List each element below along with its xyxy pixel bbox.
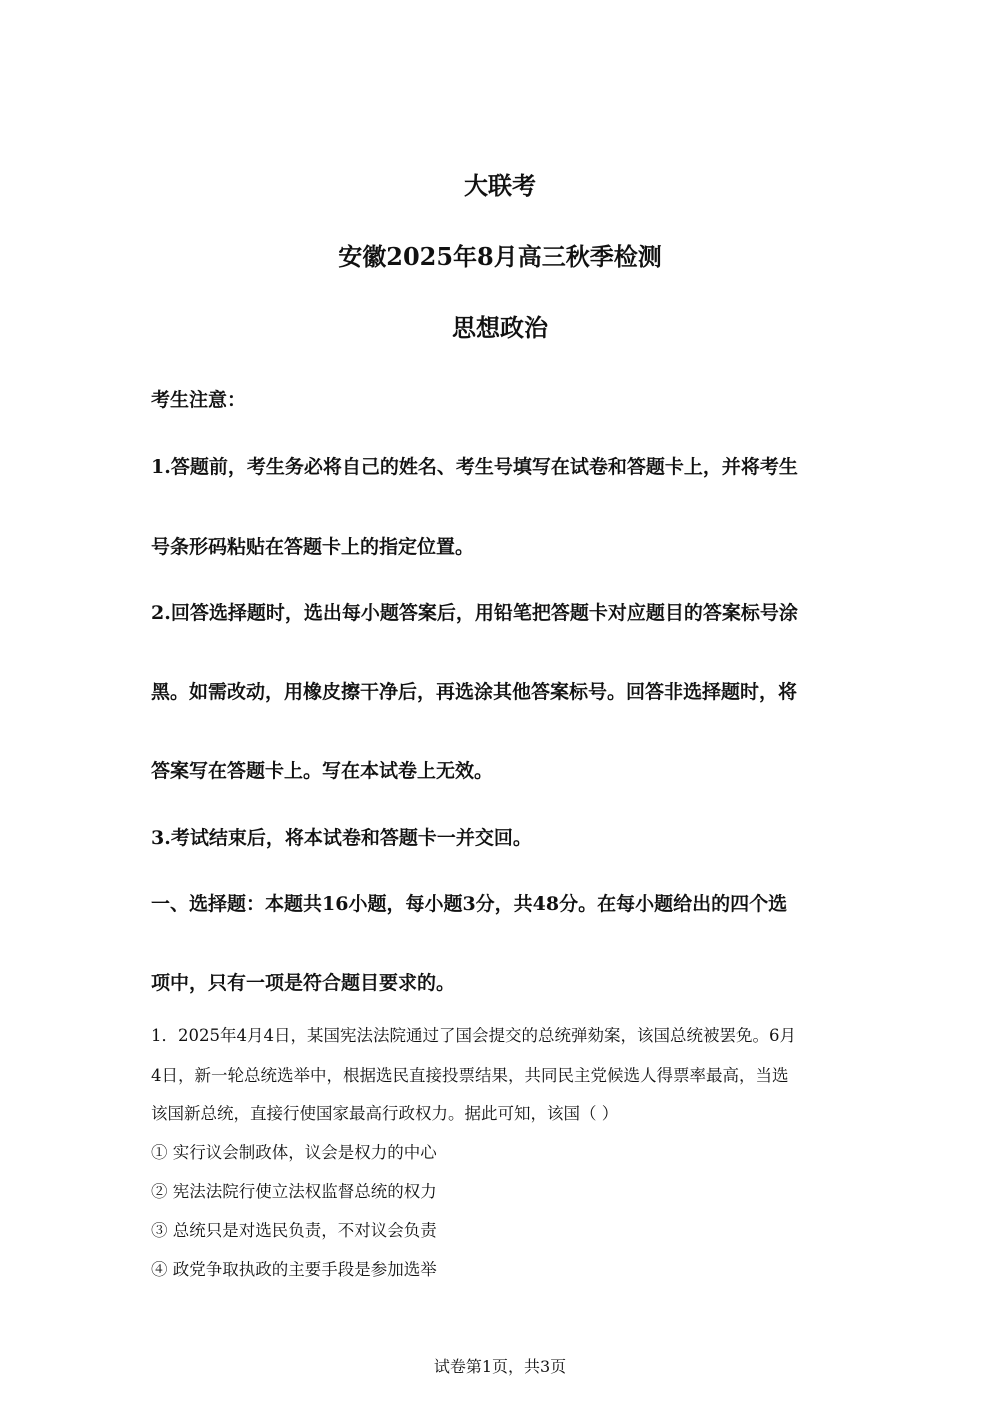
notice-line: 答案写在答题卡上。写在本试卷上无效。 xyxy=(151,760,494,782)
exam-name-title: 安徽2025年8月高三秋季检测 xyxy=(338,242,662,271)
question-stem-line: 1．2025年4月4日，某国宪法法院通过了国会提交的总统弹劾案，该国总统被罢免。6月 xyxy=(151,1026,796,1045)
notice-line: 1.答题前，考生务必将自己的姓名、考生号填写在试卷和答题卡上，并将考生 xyxy=(151,456,798,478)
notice-line: 2.回答选择题时，选出每小题答案后，用铅笔把答题卡对应题目的答案标号涂 xyxy=(151,602,798,624)
notice-line: 号条形码粘贴在答题卡上的指定位置。 xyxy=(151,536,475,558)
question-stem-line: 该国新总统，直接行使国家最高行政权力。据此可知，该国（ ） xyxy=(151,1104,619,1123)
question-option: ④ 政党争取执政的主要手段是参加选举 xyxy=(151,1260,437,1279)
notice-line: 3.考试结束后，将本试卷和答题卡一并交回。 xyxy=(151,827,532,849)
question-option: ② 宪法法院行使立法权监督总统的权力 xyxy=(151,1182,437,1201)
notice-line: 黑。如需改动，用橡皮擦干净后，再选涂其他答案标号。回答非选择题时，将 xyxy=(151,681,798,703)
notice-heading: 考生注意： xyxy=(151,389,247,411)
question-option: ③ 总统只是对选民负责，不对议会负责 xyxy=(151,1221,437,1240)
question-option: ① 实行议会制政体，议会是权力的中心 xyxy=(151,1143,437,1162)
page-footer: 试卷第1页，共3页 xyxy=(433,1357,567,1376)
exam-brand-title: 大联考 xyxy=(464,171,536,200)
section-heading: 一、选择题：本题共16小题，每小题3分，共48分。在每小题给出的四个选 xyxy=(151,893,788,915)
subject-title: 思想政治 xyxy=(452,313,548,342)
section-heading: 项中，只有一项是符合题目要求的。 xyxy=(151,972,456,994)
question-stem-line: 4日，新一轮总统选举中，根据选民直接投票结果，共同民主党候选人得票率最高，当选 xyxy=(151,1066,789,1085)
